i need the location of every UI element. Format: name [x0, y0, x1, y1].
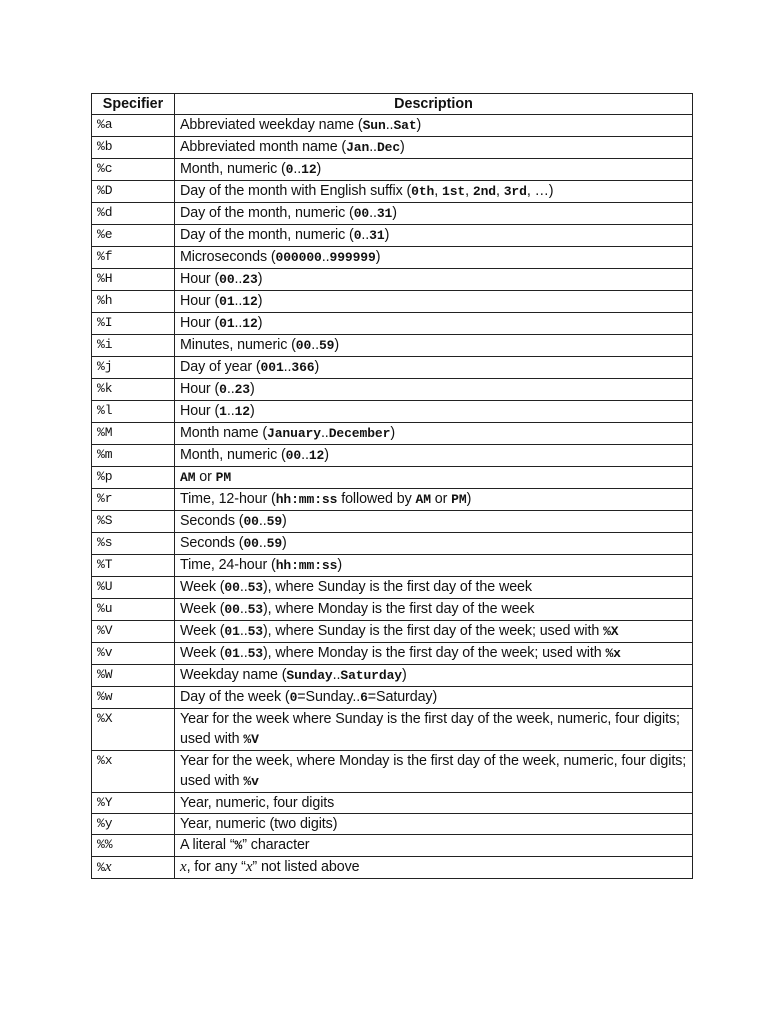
description-cell [175, 357, 693, 379]
code-value: 366 [291, 360, 315, 375]
table-row [92, 467, 693, 489]
description-text: Time, 12-hour ( [180, 491, 276, 507]
table-row [92, 793, 693, 814]
code-value: 23 [242, 272, 258, 287]
code-value: 0 [353, 228, 362, 243]
table-row [92, 555, 693, 577]
placeholder-char: x [245, 859, 253, 875]
specifier-cell: %x [92, 857, 175, 879]
description-text: .. [239, 645, 248, 661]
code-value: PM [215, 470, 232, 485]
description-text: ) [400, 139, 405, 155]
description-text: ” character [242, 837, 310, 853]
description-text: Week ( [180, 601, 225, 617]
description-text: Week ( [180, 645, 225, 661]
description-cell [175, 857, 693, 879]
code-value: 59 [266, 536, 283, 551]
description-text: , [465, 183, 473, 199]
description-text: Seconds ( [180, 535, 244, 551]
code-value: 12 [242, 316, 258, 331]
code-value: 53 [247, 646, 263, 661]
specifier-cell: %X [92, 709, 175, 751]
description-text: ) [392, 205, 397, 221]
code-value: Dec [376, 140, 401, 155]
table-body [92, 115, 693, 879]
description-text: ) [466, 491, 472, 507]
code-value: AM [415, 492, 431, 507]
description-text: ) [249, 381, 255, 397]
specifier-cell: %H [92, 269, 175, 291]
description-text: .. [369, 205, 377, 221]
specifier-cell: %w [92, 687, 175, 709]
description-text: .. [226, 403, 235, 419]
description-text: ) [384, 227, 390, 243]
description-text: ) [257, 271, 263, 287]
description-text: .. [369, 139, 377, 155]
code-value: Saturday [340, 668, 402, 683]
table-row [92, 137, 693, 159]
table-row [92, 709, 693, 751]
code-value: %v [243, 774, 259, 789]
code-value: 00 [219, 272, 235, 287]
code-value: %X [603, 624, 619, 639]
description-text: , for any “ [186, 859, 246, 875]
specifier-cell: %i [92, 335, 175, 357]
description-text: ) [324, 447, 329, 463]
table-row [92, 835, 693, 857]
description-text: Abbreviated month name ( [180, 139, 347, 155]
description-text: Day of year ( [180, 359, 261, 375]
code-value: 00 [224, 602, 240, 617]
code-value: 53 [247, 624, 263, 639]
code-value: 59 [318, 338, 335, 353]
code-value: 3rd [503, 184, 527, 199]
specifier-cell: %T [92, 555, 175, 577]
specifier-cell: %u [92, 599, 175, 621]
code-value: hh:mm:ss [275, 492, 338, 507]
code-value: January [267, 426, 321, 441]
description-cell [175, 577, 693, 599]
description-text: ) [334, 337, 340, 353]
code-value: 01 [224, 624, 240, 639]
code-value: 31 [376, 206, 393, 221]
description-cell [175, 489, 693, 511]
description-cell [175, 467, 693, 489]
specifier-cell: %U [92, 577, 175, 599]
table-row [92, 857, 693, 879]
code-value: 0 [289, 690, 298, 705]
description-text: Microseconds ( [180, 249, 276, 265]
description-text: .. [226, 381, 235, 397]
description-text: .. [283, 359, 292, 375]
description-cell [175, 423, 693, 445]
description-text: Day of the month, numeric ( [180, 205, 354, 221]
specifier-cell: %x [92, 751, 175, 793]
specifier-cell: %Y [92, 793, 175, 814]
table-row [92, 814, 693, 835]
code-value: 23 [234, 382, 250, 397]
description-text: ) [257, 315, 263, 331]
code-value: 00 [243, 536, 259, 551]
description-cell [175, 643, 693, 665]
code-value: 53 [247, 602, 263, 617]
description-cell [175, 751, 693, 793]
description-cell [175, 687, 693, 709]
table-row [92, 533, 693, 555]
description-text: ) [257, 293, 263, 309]
code-value: 12 [234, 404, 250, 419]
description-text: .. [332, 667, 341, 683]
code-value: 31 [369, 228, 385, 243]
code-value: 1st [442, 184, 466, 199]
description-cell [175, 599, 693, 621]
table-header-row [92, 94, 693, 115]
description-text: Time, 24-hour ( [180, 557, 276, 573]
specifier-cell: %k [92, 379, 175, 401]
description-text: .. [293, 161, 302, 177]
description-text: ) [282, 513, 287, 529]
code-value: 59 [266, 514, 283, 529]
description-cell [175, 137, 693, 159]
specifier-cell: %e [92, 225, 175, 247]
description-text: ) [375, 249, 381, 265]
code-value: 1 [219, 404, 227, 419]
description-text: =Saturday) [367, 689, 438, 705]
description-text: .. [361, 227, 370, 243]
description-text: ), where Monday is the first day of the week; used with [262, 645, 606, 661]
code-value: 00 [243, 514, 259, 529]
description-text: =Sunday.. [297, 689, 361, 705]
code-value: Sat [393, 118, 417, 133]
table-row [92, 511, 693, 533]
description-text: ) [314, 359, 320, 375]
code-value: 0th [411, 184, 435, 199]
specifier-cell: %s [92, 533, 175, 555]
description-text: ) [416, 117, 422, 133]
specifier-cell: %r [92, 489, 175, 511]
description-text: Day of the month, numeric ( [180, 227, 354, 243]
description-text: or [195, 469, 216, 485]
code-value: hh:mm:ss [275, 558, 338, 573]
description-cell [175, 401, 693, 423]
specifier-cell: %S [92, 511, 175, 533]
description-text: ) [337, 557, 342, 573]
description-cell [175, 533, 693, 555]
description-text: Year, numeric (two digits) [180, 816, 338, 832]
specifier-cell: %W [92, 665, 175, 687]
specifier-cell: %a [92, 115, 175, 137]
code-value: 00 [295, 338, 312, 353]
specifier-column-header: Specifier [92, 94, 175, 115]
description-cell [175, 709, 693, 751]
description-text: Seconds ( [180, 513, 244, 529]
code-value: Sun [362, 118, 386, 133]
description-cell [175, 379, 693, 401]
description-text: .. [234, 293, 243, 309]
description-text: .. [239, 623, 248, 639]
table-row [92, 621, 693, 643]
description-text: , …) [526, 183, 554, 199]
table-row [92, 225, 693, 247]
description-text: ” not listed above [252, 859, 360, 875]
description-cell [175, 313, 693, 335]
description-text: Weekday name ( [180, 667, 287, 683]
description-cell [175, 291, 693, 313]
code-value: AM [180, 470, 196, 485]
description-cell [175, 511, 693, 533]
code-value: Sunday [286, 668, 333, 683]
table-row [92, 665, 693, 687]
code-value: 0 [219, 382, 227, 397]
code-value: 0 [285, 162, 294, 177]
specifier-cell: %y [92, 814, 175, 835]
specifier-cell: %d [92, 203, 175, 225]
description-text: ), where Sunday is the first day of the week [262, 579, 532, 595]
description-text: Abbreviated weekday name ( [180, 117, 363, 133]
description-cell [175, 793, 693, 814]
code-value: 001 [260, 360, 284, 375]
format-specifier-table [91, 93, 693, 879]
code-value: 12 [308, 448, 325, 463]
specifier-cell: %I [92, 313, 175, 335]
code-value: 000000 [275, 250, 322, 265]
description-text: Month name ( [180, 425, 268, 441]
description-text: , [495, 183, 504, 199]
table-row [92, 269, 693, 291]
code-value: Jan [346, 140, 370, 155]
specifier-cell: %f [92, 247, 175, 269]
code-value: 12 [301, 162, 317, 177]
specifier-cell: %c [92, 159, 175, 181]
description-cell [175, 814, 693, 835]
table-row [92, 577, 693, 599]
table-row [92, 445, 693, 467]
table-row [92, 489, 693, 511]
table-row [92, 159, 693, 181]
description-cell [175, 181, 693, 203]
table-row [92, 401, 693, 423]
description-cell [175, 835, 693, 857]
description-text: ), where Sunday is the first day of the week; used with [262, 623, 604, 639]
table-row [92, 423, 693, 445]
description-text: Year for the week, where Monday is the first day of the week, numeric, four digits; used with [180, 753, 687, 789]
description-text: Day of the month with English suffix ( [180, 183, 412, 199]
description-text: .. [301, 447, 309, 463]
code-value: 00 [353, 206, 370, 221]
description-text: or [430, 491, 452, 507]
description-cell [175, 247, 693, 269]
description-cell [175, 335, 693, 357]
description-text: Week ( [180, 623, 225, 639]
description-column-header: Description [175, 94, 693, 115]
code-value: PM [451, 492, 467, 507]
specifier-cell: %b [92, 137, 175, 159]
description-text: A literal “ [180, 837, 235, 853]
code-value: % [234, 838, 243, 853]
description-text: Hour ( [180, 381, 220, 397]
table-row [92, 357, 693, 379]
description-text: ) [282, 535, 287, 551]
table-row [92, 181, 693, 203]
description-text: Day of the week ( [180, 689, 290, 705]
code-value: 01 [224, 646, 240, 661]
description-text: Hour ( [180, 293, 220, 309]
description-text: .. [385, 117, 394, 133]
description-text: Year for the week where Sunday is the first day of the week, numeric, four digits; used with [180, 711, 680, 747]
code-value: %V [243, 732, 259, 747]
description-text: .. [234, 315, 243, 331]
specifier-cell: %V [92, 621, 175, 643]
placeholder-char: x [180, 859, 187, 875]
description-text: Week ( [180, 579, 225, 595]
description-cell [175, 225, 693, 247]
specifier-cell: %% [92, 835, 175, 857]
description-cell [175, 269, 693, 291]
code-value: 6 [360, 690, 368, 705]
table-row [92, 115, 693, 137]
description-text: ), where Monday is the first day of the week [262, 601, 535, 617]
specifier-cell: %v [92, 643, 175, 665]
description-text: Minutes, numeric ( [180, 337, 296, 353]
table-row [92, 643, 693, 665]
description-text: .. [258, 513, 267, 529]
code-value: 00 [224, 580, 240, 595]
description-text: ) [316, 161, 322, 177]
specifier-cell: %h [92, 291, 175, 313]
code-value: December [328, 426, 391, 441]
code-value: 01 [219, 316, 235, 331]
description-text: .. [239, 601, 248, 617]
description-cell [175, 445, 693, 467]
description-cell [175, 621, 693, 643]
description-text: .. [311, 337, 319, 353]
specifier-cell: %D [92, 181, 175, 203]
description-text: ) [249, 403, 255, 419]
code-value: 999999 [329, 250, 376, 265]
description-cell [175, 159, 693, 181]
specifier-cell: %m [92, 445, 175, 467]
code-value: 12 [242, 294, 258, 309]
description-cell [175, 665, 693, 687]
description-text: .. [320, 425, 329, 441]
description-cell [175, 555, 693, 577]
description-text: .. [239, 579, 248, 595]
specifier-cell: %M [92, 423, 175, 445]
code-value: 00 [285, 448, 302, 463]
description-cell [175, 115, 693, 137]
table-row [92, 203, 693, 225]
code-value: 01 [219, 294, 235, 309]
table-row [92, 335, 693, 357]
description-text: ) [402, 667, 407, 683]
description-text: Hour ( [180, 315, 220, 331]
specifier-cell: %l [92, 401, 175, 423]
description-text: Year, numeric, four digits [180, 795, 335, 811]
description-text: Hour ( [180, 271, 220, 287]
description-text: Month, numeric ( [180, 447, 286, 463]
table-row [92, 247, 693, 269]
description-text: , [434, 183, 443, 199]
code-value: 2nd [472, 184, 496, 199]
table-row [92, 687, 693, 709]
description-text: Hour ( [180, 403, 220, 419]
description-text: .. [234, 271, 243, 287]
description-text: ) [390, 425, 395, 441]
table-row [92, 379, 693, 401]
code-value: %x [605, 646, 621, 661]
description-text: Month, numeric ( [180, 161, 286, 177]
code-value: 53 [247, 580, 263, 595]
table-row [92, 751, 693, 793]
table-row [92, 599, 693, 621]
table-row [92, 291, 693, 313]
specifier-cell: %j [92, 357, 175, 379]
description-text: followed by [337, 491, 416, 507]
specifier-cell: %p [92, 467, 175, 489]
description-text: .. [258, 535, 267, 551]
description-cell [175, 203, 693, 225]
description-text: .. [321, 249, 330, 265]
table-row [92, 313, 693, 335]
